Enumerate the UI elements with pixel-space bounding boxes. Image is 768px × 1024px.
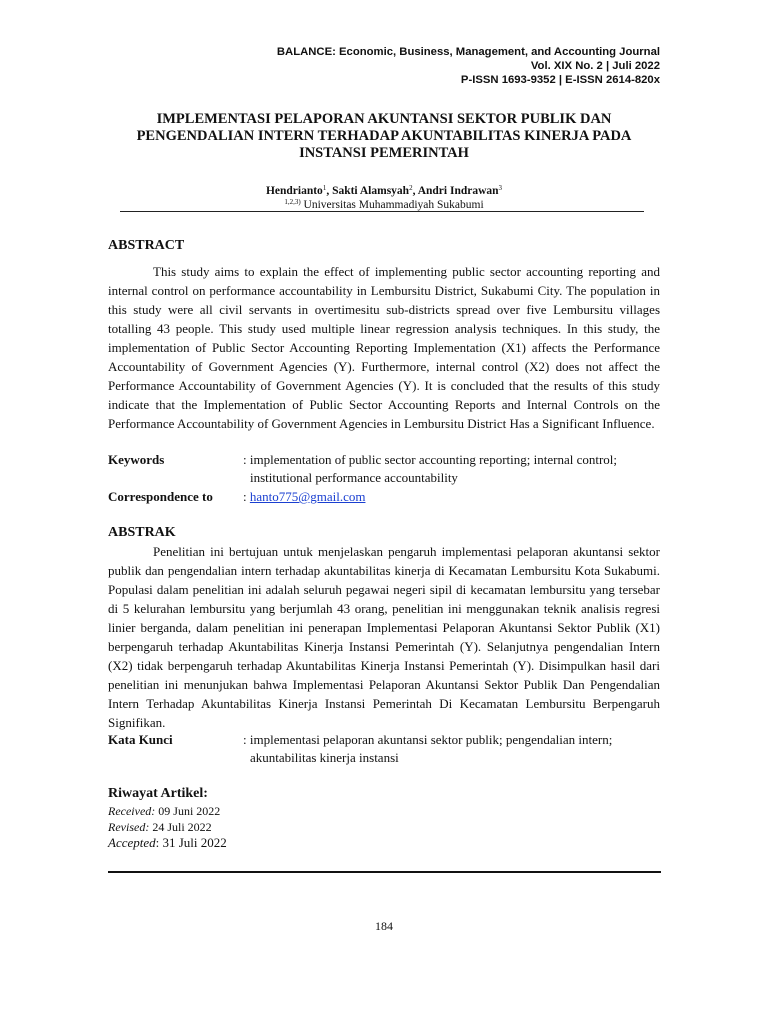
history-accepted [108,835,227,851]
received-value: 09 Juni 2022 [155,804,221,818]
abstrak-text: Penelitian ini bertujuan untuk menjelaskan pengaruh implementasi pelaporan akuntansi sektor publik dan pengendalian intern terhadap akuntabilitas kinerja di Kecamatan Lembursitu Kota Sukabumi. Populasi dalam penelitian ini adalah seluruh pegawai negeri sipil di kecamatan lembursitu yang tersebar di 5 kelurahan lembursitu yang berjumlah 43 orang, penelitian ini menggunakan teknik analisis regresi linier berganda, dalam penelitian ini penerapan Implementasi Pelaporan Akuntansi Sektor Publik (X1) berpengaruh terhadap Akuntabilitas Kinerja Instansi Pemerintah (Y). Selanjutnya pengendalian Intern (X2) tidak berpengaruh terhadap Akuntabilitas Kinerja Instansi Pemerintah (Y). Disimpulkan hasil dari penelitian ini menunjukan bahwa Implementasi Pelaporan Akuntansi Sektor Publik Dan Pengendalian Intern Terhadap Akuntabilitas Kinerja Instansi Pemerintah Di Kecamatan Lembursitu Berpengaruh Signifikan. [108,544,660,730]
affiliation-name: Universitas Muhammadiyah Sukabumi [303,199,484,211]
revised-value: 24 Juli 2022 [149,820,212,834]
author-sup: 2 [409,184,413,192]
kata-kunci-label: Kata Kunci [108,732,173,747]
journal-issn: P-ISSN 1693-9352 | E-ISSN 2614-820x [460,74,660,86]
history-received [108,803,220,819]
title-line-2: PENGENDALIAN INTERN TERHADAP AKUNTABILITAS KINERJA PADA [136,128,632,144]
correspondence-prefix: : [243,489,250,504]
abstract-text: This study aims to explain the effect of implementing public sector accounting reporting and internal control on performance accountability in Lembursitu District, Sukabumi City. The population in this study were all civil servants in overtimesitu sub-districts spread over five Lembursitu villages totalling 43 people. This study used multiple linear regression analysis techniques. In this study, the implementation of Public Sector Accounting Reporting Implementation (X1) affects the Performance Accountability of Government Agencies (Y). Furthermore, internal control (X2) does not affect the Performance Accountability of Government Agencies (Y). It is concluded that the results of this study indicate that the Implementation of Public Sector Accounting Reports and Internal Controls on the Performance Accountability of Government Agencies in Lembursitu District Has a Significant Influence. [108,264,660,431]
correspondence-email-link[interactable]: hanto775@gmail.com [249,489,366,504]
journal-header [277,45,660,87]
title-line-3: INSTANSI PEMERINTAH [299,145,469,161]
journal-volume: Vol. XIX No. 2 | Juli 2022 [530,60,660,72]
author-name: Sakti Alamsyah [332,185,410,197]
author-name: Hendrianto [265,185,323,197]
accepted-value: : 31 Juli 2022 [155,835,227,850]
correspondence-value [243,488,660,506]
abstrak-heading: ABSTRAK [108,525,176,540]
abstract-heading: ABSTRACT [108,238,185,253]
affiliation-sup: 1,2,3) [284,198,301,206]
journal-name: BALANCE: Economic, Business, Management, and Accounting Journal [276,46,660,58]
kata-kunci-value-line-2: akuntabilitas kinerja instansi [250,750,399,765]
author-separator: , [412,185,418,197]
affiliation [108,195,660,212]
title-divider [120,211,644,212]
keywords-value-line-2: institutional performance accountability [250,470,458,485]
keywords-label: Keywords [108,452,165,467]
keywords-value-line-1: : implementation of public sector accounting reporting; internal control; [243,452,618,467]
author-sup: 1 [322,184,327,192]
title-line-1: IMPLEMENTASI PELAPORAN AKUNTANSI SEKTOR PUBLIK DAN [156,111,612,127]
paper-title [108,111,660,162]
accepted-label: Accepted [108,835,156,850]
history-heading: Riwayat Artikel: [108,786,208,801]
author-sup: 3 [498,184,503,192]
correspondence-label: Correspondence to [108,489,213,504]
author-separator: , [326,185,333,197]
history-revised [108,819,212,835]
revised-label: Revised: [108,820,150,834]
kata-kunci-value-line-1: : implementasi pelaporan akuntansi sektor publik; pengendalian intern; [243,732,613,747]
received-label: Received: [108,804,156,818]
page-number: 184 [375,919,393,933]
footer-divider [108,871,661,873]
author-name: Andri Indrawan [417,185,499,197]
